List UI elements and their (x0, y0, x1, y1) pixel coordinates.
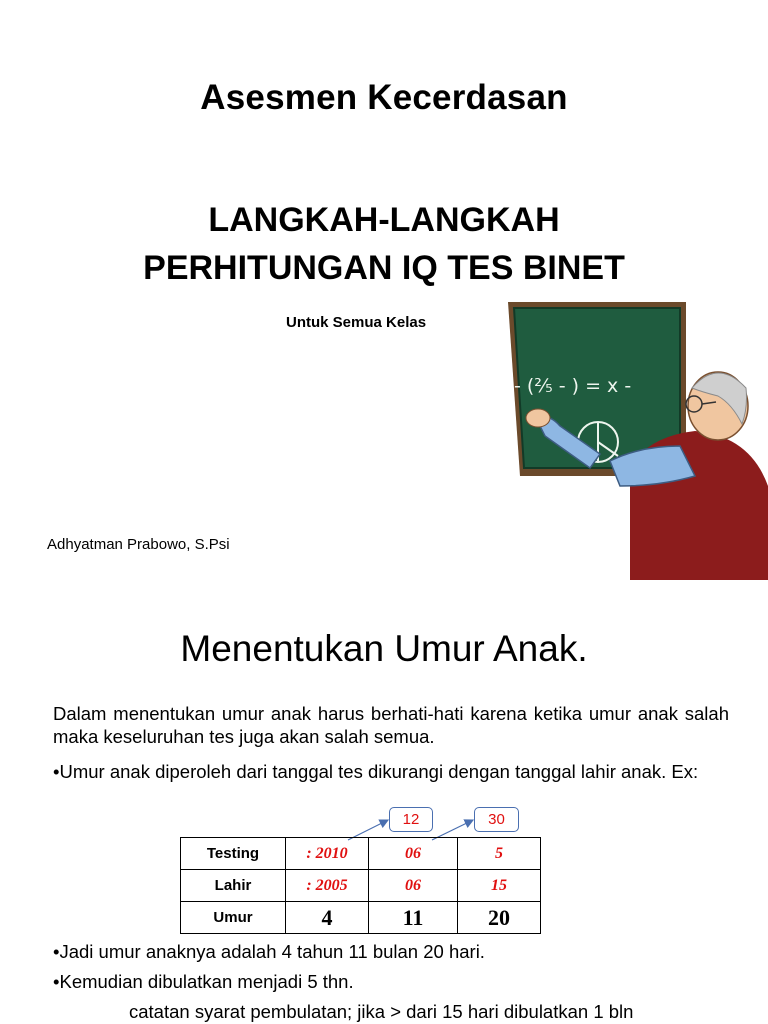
teacher-hand (526, 409, 550, 427)
paragraph-method: •Umur anak diperoleh dari tanggal tes dikurangi dengan tanggal lahir anak. Ex: (53, 761, 699, 782)
rounding-note: catatan syarat pembulatan; jika > dari 15 hari dibulatkan 1 bln (129, 1001, 634, 1022)
age-calculation-table (180, 837, 541, 934)
year-cell: 4 (286, 902, 369, 934)
row-label: Lahir (181, 870, 286, 902)
slide-title: Asesmen Kecerdasan (200, 78, 568, 117)
paragraph-intro: Dalam menentukan umur anak harus berhati-hati karena ketika umur anak salah maka keseluruhan tes juga akan salah semua. (53, 703, 729, 747)
month-cell: 06 (369, 838, 458, 870)
heading-line-1: LANGKAH-LANGKAH (208, 201, 560, 239)
table-row (181, 838, 541, 870)
bullet-rounding: •Kemudian dibulatkan menjadi 5 thn. (53, 971, 354, 992)
borrow-day-bubble: 30 (474, 807, 519, 832)
heading-line-2: PERHITUNGAN IQ TES BINET (143, 249, 625, 287)
slide-subtitle: Untuk Semua Kelas (286, 314, 427, 331)
day-cell: 5 (458, 838, 541, 870)
year-cell: : 2010 (286, 838, 369, 870)
day-cell: 15 (458, 870, 541, 902)
author-name: Adhyatman Prabowo, S.Psi (47, 536, 230, 553)
slide-heading (0, 196, 768, 292)
month-cell: 06 (369, 870, 458, 902)
table-row (181, 870, 541, 902)
year-cell: : 2005 (286, 870, 369, 902)
content-slide (0, 590, 768, 1024)
bullet-result: •Jadi umur anaknya adalah 4 tahun 11 bulan 20 hari. (53, 941, 485, 962)
row-label: Umur (181, 902, 286, 934)
teacher-blackboard-illustration (480, 296, 768, 580)
table-row (181, 902, 541, 934)
slide-title: Menentukan Umur Anak. (180, 628, 588, 669)
month-cell: 11 (369, 902, 458, 934)
blackboard-formula: - (²⁄₅ - ) = x - (514, 375, 632, 397)
day-cell: 20 (458, 902, 541, 934)
borrow-month-bubble: 12 (389, 807, 433, 832)
row-label: Testing (181, 838, 286, 870)
